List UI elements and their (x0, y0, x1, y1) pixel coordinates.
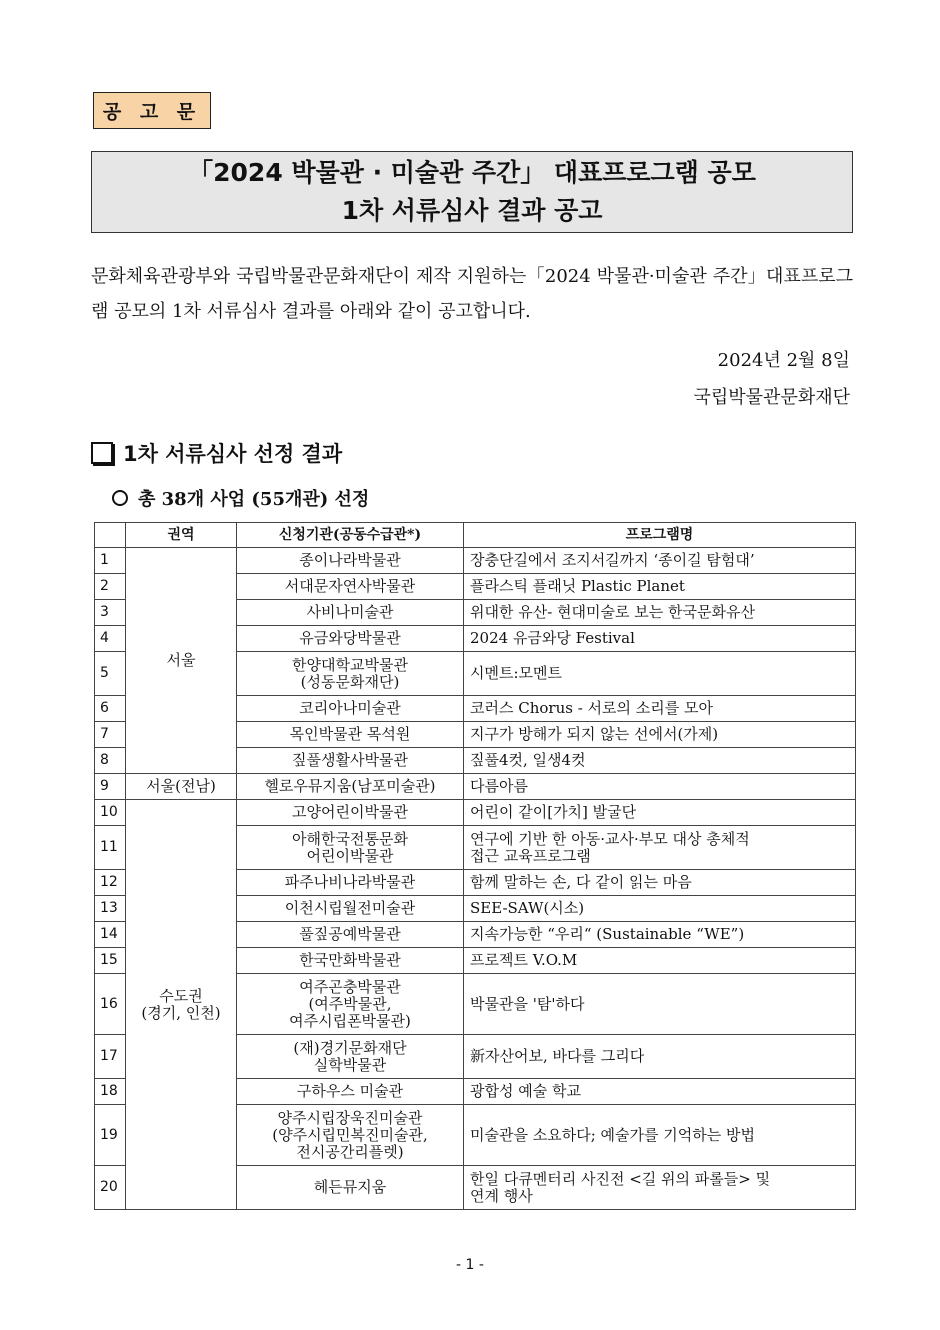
row-number: 11 (95, 826, 126, 870)
institution-cell: 목인박물관 목석원 (237, 722, 464, 748)
institution-cell: (재)경기문화재단 실학박물관 (237, 1035, 464, 1079)
program-cell: 미술관을 소요하다; 예술가를 기억하는 방법 (464, 1105, 856, 1166)
title-box (91, 151, 853, 233)
row-number: 17 (95, 1035, 126, 1079)
program-cell: 플라스틱 플래닛 Plastic Planet (464, 574, 856, 600)
row-number: 4 (95, 626, 126, 652)
table-row (95, 774, 856, 800)
institution-cell: 고양어린이박물관 (237, 800, 464, 826)
row-number: 12 (95, 870, 126, 896)
institution-cell: 양주시립장욱진미술관 (양주시립민복진미술관, 전시공간리플렛) (237, 1105, 464, 1166)
institution-cell: 코리아나미술관 (237, 696, 464, 722)
summary-text: 총 38개 사업 (55개관) 선정 (138, 489, 370, 510)
issuing-organization: 국립박물관문화재단 (693, 387, 850, 408)
summary-line (112, 485, 369, 511)
program-cell: 지속가능한 “우리“ (Sustainable “WE”) (464, 922, 856, 948)
table-row (95, 548, 856, 574)
row-number: 19 (95, 1105, 126, 1166)
institution-cell: 종이나라박물관 (237, 548, 464, 574)
program-cell: 한일 다큐멘터리 사진전 <길 위의 파롤들> 및 연계 행사 (464, 1166, 856, 1210)
section-title: 1차 서류심사 선정 결과 (123, 442, 343, 466)
page-number: - 1 - (456, 1257, 484, 1273)
section-heading (91, 438, 342, 468)
notice-badge: 공 고 문 (93, 92, 211, 129)
row-number: 8 (95, 748, 126, 774)
row-number: 13 (95, 896, 126, 922)
row-number: 15 (95, 948, 126, 974)
square-bullet-icon (91, 442, 113, 464)
institution-cell: 한국만화박물관 (237, 948, 464, 974)
row-number: 7 (95, 722, 126, 748)
row-number: 20 (95, 1166, 126, 1210)
table-row (95, 800, 856, 826)
program-cell: 프로젝트 V.O.M (464, 948, 856, 974)
circle-bullet-icon (112, 490, 128, 506)
row-number: 16 (95, 974, 126, 1035)
program-cell: 지구가 방해가 되지 않는 선에서(가제) (464, 722, 856, 748)
program-cell: 코러스 Chorus - 서로의 소리를 모아 (464, 696, 856, 722)
institution-cell: 이천시립월전미술관 (237, 896, 464, 922)
row-number: 18 (95, 1079, 126, 1105)
program-cell: 박물관을 '탐'하다 (464, 974, 856, 1035)
region-cell: 수도권 (경기, 인천) (126, 800, 237, 1210)
row-number: 6 (95, 696, 126, 722)
institution-cell: 사비나미술관 (237, 600, 464, 626)
program-cell: 시멘트:모멘트 (464, 652, 856, 696)
program-cell: 어린이 같이[가치] 발굴단 (464, 800, 856, 826)
program-cell: 다름아름 (464, 774, 856, 800)
title-line-2: 1차 서류심사 결과 공고 (341, 196, 603, 225)
header-number (95, 523, 126, 548)
header-region: 권역 (126, 523, 237, 548)
program-cell: 짚풀4컷, 일생4컷 (464, 748, 856, 774)
program-cell: 新자산어보, 바다를 그리다 (464, 1035, 856, 1079)
institution-cell: 풀짚공예박물관 (237, 922, 464, 948)
title-line-1: 「2024 박물관 · 미술관 주간」 대표프로그램 공모 (188, 158, 756, 187)
program-cell: 연구에 기반 한 아동·교사·부모 대상 총체적 접근 교육프로그램 (464, 826, 856, 870)
region-cell: 서울(전남) (126, 774, 237, 800)
row-number: 1 (95, 548, 126, 574)
institution-cell: 한양대학교박물관 (성동문화재단) (237, 652, 464, 696)
program-cell: SEE-SAW(시소) (464, 896, 856, 922)
row-number: 9 (95, 774, 126, 800)
program-cell: 광합성 예술 학교 (464, 1079, 856, 1105)
institution-cell: 여주곤충박물관 (여주박물관, 여주시립폰박물관) (237, 974, 464, 1035)
row-number: 2 (95, 574, 126, 600)
institution-cell: 헬로우뮤지움(남포미술관) (237, 774, 464, 800)
row-number: 10 (95, 800, 126, 826)
program-cell: 함께 말하는 손, 다 같이 읽는 마음 (464, 870, 856, 896)
institution-cell: 서대문자연사박물관 (237, 574, 464, 600)
row-number: 3 (95, 600, 126, 626)
institution-cell: 구하우스 미술관 (237, 1079, 464, 1105)
header-institution: 신청기관(공동수급관*) (237, 523, 464, 548)
program-cell: 장충단길에서 조지서길까지 ‘종이길 탐험대’ (464, 548, 856, 574)
institution-cell: 짚풀생활사박물관 (237, 748, 464, 774)
notice-date: 2024년 2월 8일 (717, 350, 850, 371)
institution-cell: 헤든뮤지움 (237, 1166, 464, 1210)
table-header-row (95, 523, 856, 548)
institution-cell: 아해한국전통문화 어린이박물관 (237, 826, 464, 870)
results-table (94, 522, 856, 1210)
program-cell: 위대한 유산- 현대미술로 보는 한국문화유산 (464, 600, 856, 626)
header-program: 프로그램명 (464, 523, 856, 548)
row-number: 5 (95, 652, 126, 696)
institution-cell: 파주나비나라박물관 (237, 870, 464, 896)
table-body (95, 548, 856, 1210)
row-number: 14 (95, 922, 126, 948)
institution-cell: 유금와당박물관 (237, 626, 464, 652)
region-cell: 서울 (126, 548, 237, 774)
intro-paragraph: 문화체육관광부와 국립박물관문화재단이 제작 지원하는「2024 박물관·미술관 주간」대표프로그램 공모의 1차 서류심사 결과를 아래와 같이 공고합니다. (91, 266, 853, 322)
program-cell: 2024 유금와당 Festival (464, 626, 856, 652)
